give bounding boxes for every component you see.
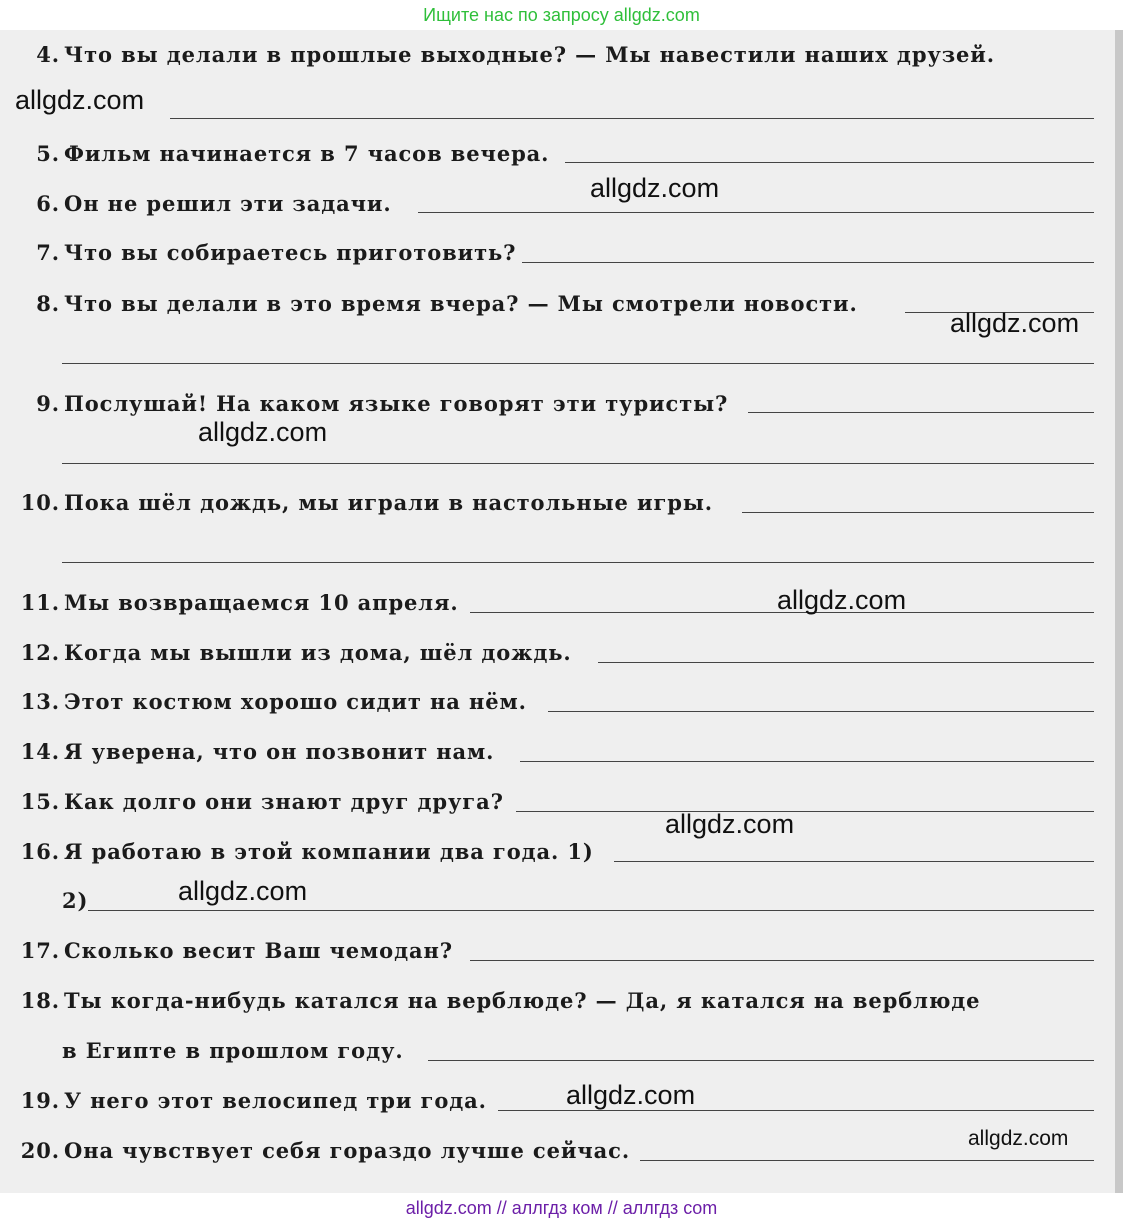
watermark: allgdz.com xyxy=(566,1080,696,1110)
task-text: Я работаю в этой компании два года. 1) xyxy=(64,839,594,864)
textbook-page xyxy=(0,30,1123,1193)
task-text: Когда мы вышли из дома, шёл дождь. xyxy=(64,640,572,665)
answer-line[interactable] xyxy=(62,562,1094,563)
task-number: 16. xyxy=(20,839,60,864)
watermark: allgdz.com xyxy=(950,308,1080,338)
task-16 xyxy=(10,839,594,864)
task-12 xyxy=(10,640,572,665)
watermark: allgdz.com xyxy=(665,809,795,839)
answer-line[interactable] xyxy=(598,662,1094,663)
task-16-part-2: 2) xyxy=(62,888,89,913)
task-11 xyxy=(10,590,459,615)
answer-line[interactable] xyxy=(470,960,1094,961)
task-15 xyxy=(10,789,504,814)
task-20 xyxy=(10,1138,630,1163)
task-10 xyxy=(10,490,713,515)
task-8 xyxy=(10,291,858,316)
task-17 xyxy=(10,938,453,963)
answer-line[interactable] xyxy=(170,118,1094,119)
top-banner[interactable]: Ищите нас по запросу allgdz.com xyxy=(0,0,1123,30)
task-text: Он не решил эти задачи. xyxy=(64,191,392,216)
watermark: allgdz.com xyxy=(198,417,328,447)
answer-line[interactable] xyxy=(640,1160,1094,1161)
answer-line[interactable] xyxy=(748,412,1094,413)
task-number: 10. xyxy=(20,490,60,515)
task-4 xyxy=(10,42,995,67)
task-text: Что вы собираетесь приготовить? xyxy=(64,240,517,265)
task-13 xyxy=(10,689,527,714)
answer-line[interactable] xyxy=(520,761,1094,762)
task-text: У него этот велосипед три года. xyxy=(64,1088,487,1113)
answer-line[interactable] xyxy=(516,811,1094,812)
page-edge xyxy=(1115,30,1123,1193)
task-19 xyxy=(10,1088,487,1113)
task-18 xyxy=(10,988,980,1013)
answer-line[interactable] xyxy=(62,463,1094,464)
answer-line[interactable] xyxy=(428,1060,1094,1061)
task-number: 5. xyxy=(36,141,60,166)
task-text: Что вы делали в прошлые выходные? — Мы навестили наших друзей. xyxy=(64,42,995,67)
watermark: allgdz.com xyxy=(777,585,907,615)
task-7 xyxy=(10,240,516,265)
answer-line[interactable] xyxy=(614,861,1094,862)
task-text: Я уверена, что он позвонит нам. xyxy=(64,739,495,764)
watermark: allgdz.com xyxy=(15,85,145,115)
task-number: 4. xyxy=(36,42,60,67)
task-text: Она чувствует себя гораздо лучше сейчас. xyxy=(64,1138,631,1163)
task-text: Пока шёл дождь, мы играли в настольные игры. xyxy=(64,490,714,515)
task-text: Что вы делали в это время вчера? — Мы смотрели новости. xyxy=(64,291,858,316)
task-number: 17. xyxy=(20,938,60,963)
task-number: 20. xyxy=(20,1138,60,1163)
task-number: 6. xyxy=(36,191,60,216)
answer-line[interactable] xyxy=(522,262,1094,263)
answer-line[interactable] xyxy=(548,711,1094,712)
task-number: 9. xyxy=(36,391,60,416)
task-number: 12. xyxy=(20,640,60,665)
task-5 xyxy=(10,141,549,166)
task-number: 14. xyxy=(20,739,60,764)
task-text: Мы возвращаемся 10 апреля. xyxy=(64,590,459,615)
answer-line[interactable] xyxy=(565,162,1094,163)
task-number: 15. xyxy=(20,789,60,814)
answer-line[interactable] xyxy=(88,910,1094,911)
task-text: Послушай! На каком языке говорят эти туристы? xyxy=(64,391,729,416)
watermark: allgdz.com xyxy=(590,173,720,203)
answer-line[interactable] xyxy=(742,512,1094,513)
task-number: 19. xyxy=(20,1088,60,1113)
task-text: Как долго они знают друг друга? xyxy=(64,789,504,814)
task-number: 11. xyxy=(20,590,60,615)
task-text: Фильм начинается в 7 часов вечера. xyxy=(64,141,550,166)
task-6 xyxy=(10,191,392,216)
task-text: Сколько весит Ваш чемодан? xyxy=(64,938,453,963)
bottom-banner[interactable]: allgdz.com // аллгдз ком // аллгдз com xyxy=(0,1193,1123,1225)
task-text: Этот костюм хорошо сидит на нём. xyxy=(64,689,527,714)
task-number: 7. xyxy=(36,240,60,265)
answer-line[interactable] xyxy=(418,212,1094,213)
watermark: allgdz.com xyxy=(178,876,308,906)
task-text: Ты когда-нибудь катался на верблюде? — Да, я катался на верблюде xyxy=(64,988,981,1013)
task-14 xyxy=(10,739,494,764)
watermark: allgdz.com xyxy=(968,1127,1069,1150)
task-number: 8. xyxy=(36,291,60,316)
task-number: 18. xyxy=(20,988,60,1013)
task-number: 13. xyxy=(20,689,60,714)
task-9 xyxy=(10,391,728,416)
answer-line[interactable] xyxy=(62,363,1094,364)
task-18-continuation: в Египте в прошлом году. xyxy=(62,1038,404,1063)
